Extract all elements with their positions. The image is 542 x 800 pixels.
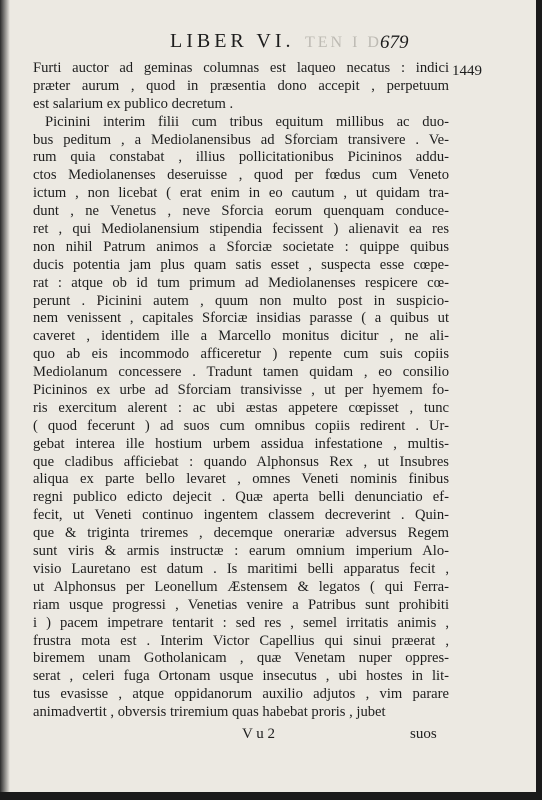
text-line: fecit, ut Veneti continuo ingentem classem decreverint . Quin-	[33, 507, 449, 524]
text-line: ut Alphonsus per Leonellum Æstensem & legatos ( qui Ferra-	[33, 578, 449, 595]
text-line: gebat interea ille hostium urbem assidua infestatione , multis-	[33, 435, 449, 452]
signature-mark: V u 2	[242, 726, 276, 742]
text-line: ris exercitum alerent : ac ubi æstas appetere cœpisset , tunc	[33, 399, 449, 416]
text-line: ctos Mediolanenses deseruisse , quod per fœdus cum Veneto	[33, 167, 449, 184]
text-line: rat : atque ob id tum primum ad Mediolanenses respicere cœ-	[33, 274, 449, 291]
text-line: que & triginta triremes , decemque onerariæ adversus Regem	[33, 525, 449, 542]
text-line: visio Lauretano est datum . Is maritimi belli apparatus fecit ,	[33, 560, 449, 577]
text-line: Mediolanum concessere . Tradunt tamen quidam , eo consilio	[33, 364, 449, 381]
text-line: non nihil Patrum animos a Sforciæ societate : quippe quibus	[33, 238, 449, 255]
text-line: rum quia constabat , illius pollicitationibus Picininos addu-	[33, 149, 449, 166]
text-line: serat , celeri fuga Ortonam usque insecutus , ubi hostes in lit-	[33, 668, 449, 685]
text-line: ictum , non licebat ( erat enim in eo cautum , ut quidam tra-	[33, 185, 449, 202]
text-line: Picininos ex urbe ad Sforciam transivisse , ut per hyemem fo-	[33, 382, 449, 399]
text-line: riam usque progressi , Venetias venire a Patribus sunt prohibiti	[33, 596, 449, 613]
text-line: est salarium ex publico decretum .	[33, 95, 234, 112]
text-line: regni publico edicto dejecit . Quæ aperta belli denunciatio ef-	[33, 489, 449, 506]
page-header	[0, 30, 536, 56]
text-line: frustra mota est . Interim Victor Capellius qui sinui præerat ,	[33, 632, 449, 649]
show-through-text: TEN I D	[305, 34, 382, 51]
text-line: i ) pacem impetrare tentarit : sed res , semel irritatis animis ,	[33, 614, 449, 631]
text-line: biremem unam Gotholanicam , quæ Venetam nuper oppres-	[33, 650, 449, 667]
text-line: aliqua ex parte bello levaret , omnes Veneti nominis finibus	[33, 471, 449, 488]
text-line: ( quod fecerunt ) ad suos cum omnibus copiis redirent . Ur-	[33, 417, 449, 434]
text-line: dunt , ne Venetus , neve Sforcia eorum quenquam conduce-	[33, 203, 449, 220]
page-number: 679	[380, 32, 409, 53]
text-line: nem venissent , capitales Sforciæ insidias parasse ( a quibus ut	[33, 310, 449, 327]
catchword: suos	[410, 726, 437, 742]
text-line: Picinini interim filii cum tribus equitum millibus ac duo-	[45, 113, 449, 130]
margin-year: 1449	[452, 63, 482, 79]
running-head: LIBER VI.	[170, 30, 295, 52]
text-line: que cladibus afficiebat : quando Alphonsus Rex , ut Insubres	[33, 453, 449, 470]
text-line: bus peditum , a Mediolanensibus ad Sforciam transivere . Ve-	[33, 131, 449, 148]
text-line: animadvertit , obversis triremium quas habebat proris , jubet	[33, 704, 386, 721]
text-line: quo ab eis incommodo afficeretur ) repente cum suis copiis	[33, 346, 449, 363]
text-line: ret , qui Mediolanensium stipendia fecissent ) alienavit ea res	[33, 221, 449, 238]
page-footer	[0, 726, 536, 748]
body-text	[33, 60, 449, 722]
text-line: Furti auctor ad geminas columnas est laqueo necatus : indici	[33, 60, 449, 76]
text-line: ducis potentia jam plus quam satis esset , suspecta esse cœpe-	[33, 256, 449, 273]
text-line: caveret , identidem ille a Marcello monitus dicitur , ne ali-	[33, 328, 449, 345]
text-line: tus evasisse , atque oppidanorum auxilio adjutos , vim parare	[33, 686, 449, 703]
text-line: præter aurum , quod in præsentia dono accepit , perpetuum	[33, 77, 449, 94]
binding-shadow	[0, 0, 10, 792]
text-line: perunt . Picinini autem , quum non multo post in suspicio-	[33, 292, 449, 309]
text-line: sunt viris & armis instructæ : earum omnium imperium Alo-	[33, 543, 449, 560]
